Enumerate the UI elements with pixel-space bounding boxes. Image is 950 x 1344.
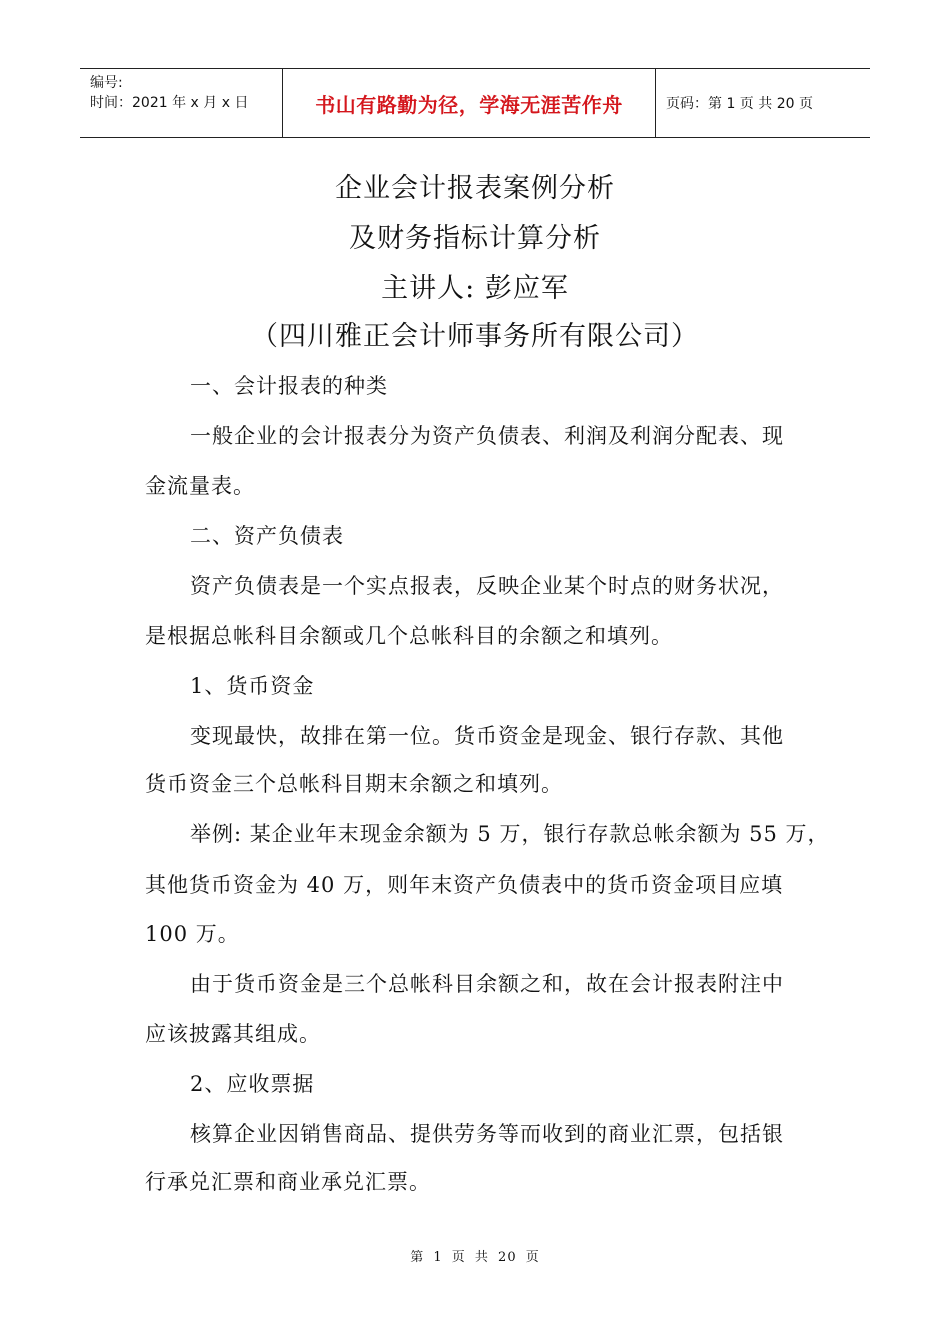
subsection-heading: 1、货币资金 xyxy=(190,674,315,698)
speaker-line: 主讲人: 彭应军 xyxy=(381,273,569,304)
paragraph-line: 是根据总帐科目余额或几个总帐科目的余额之和填列。 xyxy=(145,624,673,648)
paragraph-line: 举例: 某企业年末现金余额为 5 万，银行存款总帐余额为 55 万， xyxy=(190,822,830,846)
section-heading: 一、会计报表的种类 xyxy=(190,374,388,398)
header-page-info: 页码：第 1 页 共 20 页 xyxy=(666,96,813,112)
header-meta xyxy=(80,69,282,137)
paragraph-line: 金流量表。 xyxy=(145,474,255,498)
header-motto: 书山有路勤为径，学海无涯苦作舟 xyxy=(282,69,656,137)
organization-line: （四川雅正会计师事务所有限公司） xyxy=(251,321,699,352)
paragraph-line: 由于货币资金是三个总帐科目余额之和，故在会计报表附注中 xyxy=(190,972,784,996)
paragraph-line: 资产负债表是一个实点报表，反映企业某个时点的财务状况， xyxy=(190,574,784,598)
paragraph-line: 一般企业的会计报表分为资产负债表、利润及利润分配表、现 xyxy=(190,424,784,448)
paragraph-line: 变现最快，故排在第一位。货币资金是现金、银行存款、其他 xyxy=(190,724,784,748)
paragraph-line: 货币资金三个总帐科目期末余额之和填列。 xyxy=(145,772,563,796)
document-number-label: 编号: xyxy=(90,75,123,91)
paragraph-line: 应该披露其组成。 xyxy=(145,1022,321,1046)
document-title-line-1: 企业会计报表案例分析 xyxy=(335,173,615,204)
section-heading: 二、资产负债表 xyxy=(190,524,344,548)
paragraph-line: 核算企业因销售商品、提供劳务等而收到的商业汇票，包括银 xyxy=(190,1122,784,1146)
page-footer: 第 1 页 共 20 页 xyxy=(410,1250,540,1265)
document-time-label: 时间：2021 年 x 月 x 日 xyxy=(90,95,249,111)
page-header xyxy=(80,68,870,138)
paragraph-line: 100 万。 xyxy=(145,922,240,946)
subsection-heading: 2、应收票据 xyxy=(190,1072,315,1096)
paragraph-line: 其他货币资金为 40 万，则年末资产负债表中的货币资金项目应填 xyxy=(145,873,784,897)
paragraph-line: 行承兑汇票和商业承兑汇票。 xyxy=(145,1170,431,1194)
document-title-line-2: 及财务指标计算分析 xyxy=(349,223,601,254)
